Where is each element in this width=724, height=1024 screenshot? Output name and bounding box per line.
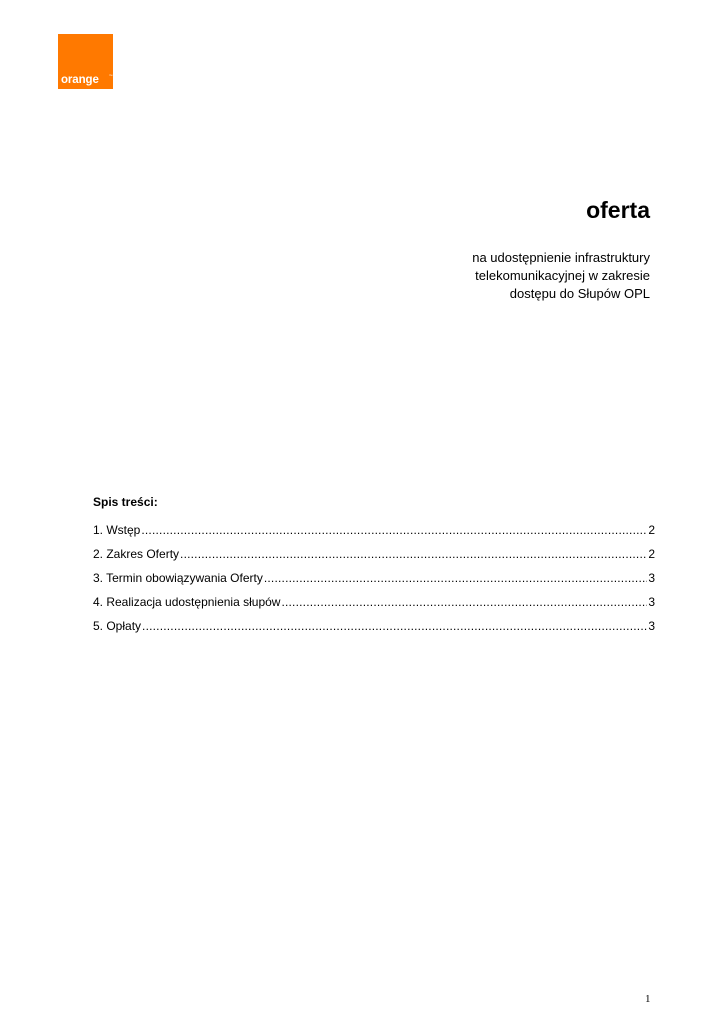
document-title: oferta bbox=[586, 197, 650, 223]
logo-wordmark: orange bbox=[61, 74, 99, 86]
toc-dot-leader bbox=[141, 523, 647, 537]
toc-entry-label: 1. Wstęp bbox=[93, 523, 141, 537]
toc-heading: Spis treści: bbox=[93, 495, 158, 509]
document-subtitle bbox=[350, 249, 650, 303]
toc-entry-page: 2 bbox=[648, 547, 655, 561]
toc-entry-page: 2 bbox=[648, 523, 655, 537]
toc-entry-wstep[interactable] bbox=[93, 523, 655, 547]
toc-entry-termin-obowiazywania[interactable] bbox=[93, 571, 655, 595]
toc-entry-label: 5. Opłaty bbox=[93, 619, 142, 633]
subtitle-line: na udostępnienie infrastruktury bbox=[472, 250, 650, 265]
subtitle-line: telekomunikacyjnej w zakresie bbox=[475, 268, 650, 283]
page-number: 1 bbox=[645, 993, 651, 1005]
toc-entry-zakres-oferty[interactable] bbox=[93, 547, 655, 571]
toc-entry-label: 2. Zakres Oferty bbox=[93, 547, 180, 561]
toc-entry-label: 3. Termin obowiązywania Oferty bbox=[93, 571, 263, 585]
toc-dot-leader bbox=[264, 571, 647, 585]
orange-logo bbox=[58, 34, 113, 89]
toc-entry-page: 3 bbox=[648, 619, 655, 633]
subtitle-line: dostępu do Słupów OPL bbox=[509, 286, 650, 301]
toc-entry-realizacja-udostepnienia[interactable] bbox=[93, 595, 655, 619]
toc-dot-leader bbox=[180, 547, 647, 561]
toc-dot-leader bbox=[281, 595, 647, 609]
logo-trademark: ™ bbox=[109, 74, 113, 78]
toc-entry-page: 3 bbox=[648, 571, 655, 585]
toc-entry-label: 4. Realizacja udostępnienia słupów bbox=[93, 595, 281, 609]
table-of-contents bbox=[93, 523, 655, 643]
toc-entry-oplaty[interactable] bbox=[93, 619, 655, 643]
toc-entry-page: 3 bbox=[648, 595, 655, 609]
toc-dot-leader bbox=[142, 619, 647, 633]
